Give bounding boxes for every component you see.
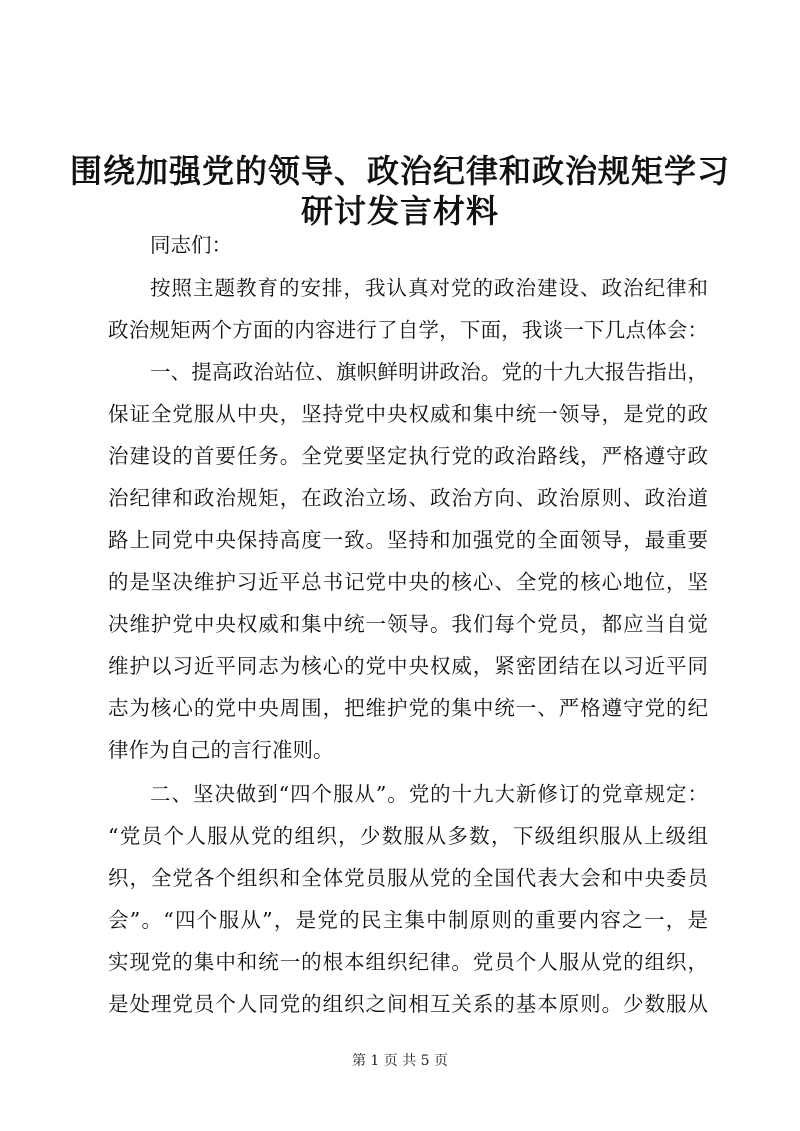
paragraph-line: 律作为自己的言行准则。 xyxy=(108,738,334,762)
paragraph-line: 会”。“四个服从”，是党的民主集中制原则的重要内容之一，是 xyxy=(108,908,708,932)
page-number: 第 1 页 共 5 页 xyxy=(351,1053,449,1069)
paragraph-line: 的是坚决维护习近平总书记党中央的核心、全党的核心地位，坚 xyxy=(108,570,708,594)
paragraph-line: 按照主题教育的安排，我认真对党的政治建设、政治纪律和 xyxy=(150,276,708,300)
document-title-line-2: 研讨发言材料 xyxy=(300,192,499,230)
paragraph-line: 织，全党各个组织和全体党员服从党的全国代表大会和中央委员 xyxy=(108,866,708,890)
paragraph-line: 决维护党中央权威和集中统一领导。我们每个党员，都应当自觉 xyxy=(108,612,708,636)
paragraph-line: 保证全党服从中央，坚持党中央权威和集中统一领导，是党的政 xyxy=(108,402,708,426)
salutation: 同志们： xyxy=(150,233,232,257)
document-title-line-1: 围绕加强党的领导、政治纪律和政治规矩学习 xyxy=(69,152,730,190)
paragraph-line: 治纪律和政治规矩，在政治立场、政治方向、政治原则、政治道 xyxy=(108,486,708,510)
paragraph-line: 治建设的首要任务。全党要坚定执行党的政治路线，严格遵守政 xyxy=(108,444,708,468)
paragraph-line: 是处理党员个人同党的组织之间相互关系的基本原则。少数服从 xyxy=(108,992,708,1016)
paragraph-line: “党员个人服从党的组织，少数服从多数，下级组织服从上级组 xyxy=(108,824,708,848)
paragraph-line: 政治规矩两个方面的内容进行了自学，下面，我谈一下几点体会： xyxy=(108,318,708,342)
paragraph-line: 实现党的集中和统一的根本组织纪律。党员个人服从党的组织， xyxy=(108,950,708,974)
paragraph-line: 路上同党中央保持高度一致。坚持和加强党的全面领导，最重要 xyxy=(108,528,708,552)
paragraph-line: 一、提高政治站位、旗帜鲜明讲政治。党的十九大报告指出， xyxy=(150,360,708,384)
paragraph-line: 二、坚决做到“四个服从”。党的十九大新修订的党章规定： xyxy=(150,782,708,806)
paragraph-line: 维护以习近平同志为核心的党中央权威，紧密团结在以习近平同 xyxy=(108,654,708,678)
paragraph-line: 志为核心的党中央周围，把维护党的集中统一、严格遵守党的纪 xyxy=(108,696,708,720)
